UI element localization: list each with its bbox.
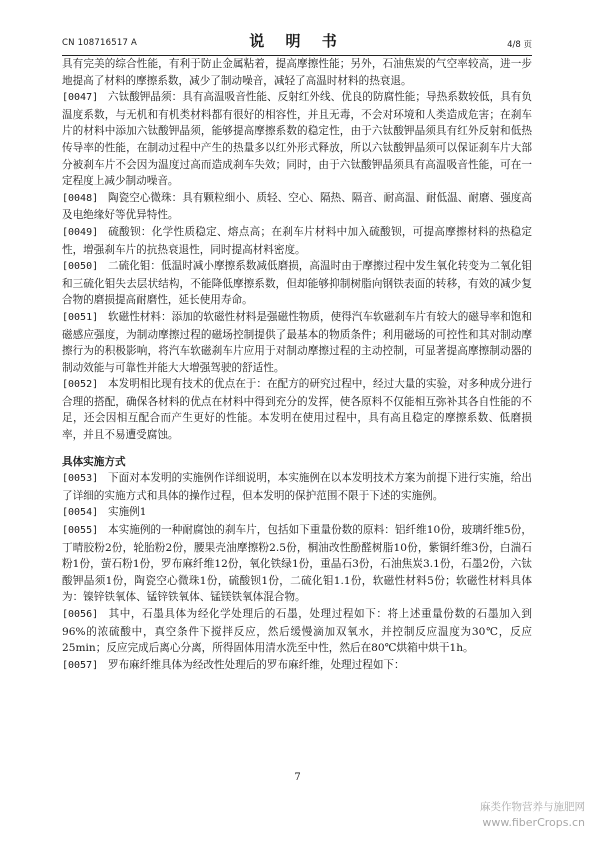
paragraph-text: 本实施例的一种耐腐蚀的刹车片，包括如下重量份数的原料：铝纤维10份，玻璃纤维5份，丁晴胶粉2份，轮胎粉2份，腰果壳油摩擦粉2.5份，桐油改性酚醛树脂10份，紫铜纤维3份，白湍石粉1份，萤石粉1份，罗布麻纤维12份，氧化铁绿1份，重晶石3份，石油焦炭3.1份，石墨2份，六钛酸钾晶须1份，陶瓷空心微珠1份，硫酸钡1份，二硫化钼1.1份，软磁性材料5份；软磁性材料具体为：镍锌铁氧体、锰锌铁氧体、锰镁铁氧体混合物。 bbox=[62, 524, 532, 604]
paragraph-text: 实施例1 bbox=[108, 506, 147, 519]
paragraph-text: 软磁性材料：添加的软磁性材料是强磁性物质，使得汽车软磁刹车片有较大的磁导率和饱和磁感应强度，为制动摩擦过程的磁场控制提供了最基本的物质条件；利用磁场的可控性和其对制动摩擦行为的积极影响，将汽车软磁刹车片应用于对制动摩擦过程的主动控制，可显著提高摩擦制动器的制动效能与可靠性并能大大增强驾驶的舒适性。 bbox=[62, 310, 532, 374]
page-header bbox=[62, 30, 532, 56]
page-number: 7 bbox=[294, 772, 301, 783]
paragraph-0047 bbox=[62, 89, 532, 190]
paragraph-0053 bbox=[62, 470, 532, 504]
paragraph-number: [0051] bbox=[62, 311, 99, 323]
paragraph-0055 bbox=[62, 522, 532, 606]
paragraph-0052 bbox=[62, 376, 532, 443]
paragraph-text: 下面对本发明的实施例作详细说明，本实施例在以本发明技术方案为前提下进行实施，给出了详细的实施方式和具体的操作过程，但本发明的保护范围不限于下述的实施例。 bbox=[62, 472, 532, 502]
document-body bbox=[62, 56, 532, 674]
paragraph-number: [0052] bbox=[62, 379, 99, 391]
document-number: CN 108716517 A bbox=[62, 38, 137, 48]
paragraph-number: [0057] bbox=[62, 659, 99, 671]
paragraph-text: 二硫化钼：低温时减小摩擦系数减低磨损，高温时由于摩擦过程中发生氧化转变为二氧化钼和三硫化钼失去层状结构，不能降低摩擦系数，但却能够抑制树脂向钢铁表面的转移，有效的减少复合物的磨损提高耐磨性，延长使用寿命。 bbox=[62, 260, 532, 307]
paragraph-0056 bbox=[62, 606, 532, 657]
paragraph-number: [0047] bbox=[62, 92, 99, 104]
paragraph-number: [0056] bbox=[62, 609, 99, 620]
paragraph-number: [0055] bbox=[62, 525, 99, 537]
paragraph-text: 其中，石墨具体为经化学处理后的石墨，处理过程如下：将上述重量份数的石墨加入到96%的浓硫酸中，真空条件下搅拌反应，然后缓慢滴加双氧水，并控制反应温度为30℃，反应25min；反应完成后离心分离，所得固体用清水洗至中性，然后在80℃烘箱中烘干1h。 bbox=[62, 608, 532, 655]
paragraph-text: 硫酸钡：化学性质稳定、熔点高；在刹车片材料中加入硫酸钡，可提高摩擦材料的热稳定性，增强刹车片的抗热衰退性，同时提高材料密度。 bbox=[62, 225, 532, 256]
paragraph-number: [0048] bbox=[62, 192, 99, 204]
watermark-line-2: www.fiberCrops.cn bbox=[482, 816, 585, 829]
paragraph-0050 bbox=[62, 258, 532, 309]
paragraph-0051 bbox=[62, 309, 532, 376]
paragraph-number: [0050] bbox=[62, 261, 99, 273]
paragraph-text: 六钛酸钾晶须：具有高温吸音性能、反射红外线、优良的防腐性能；导热系数较低，具有负温度系数，与无机和有机类材料都有很好的相容性，并且无毒，不会对环境和人类造成危害；在刹车片的材料中添加六钛酸钾晶须，能够提高摩擦系数的稳定性，由于六钛酸钾晶须具有红外反射和低热传导率的性能，在制动过程中产生的热量多以红外形式释放，所以六钛酸钾晶须可以保证刹车片大部分被刹车片不会因为温度过高而造成刹车失效；同时，由于六钛酸钾晶须具有高温吸音性能，可在一定程度上减少制动噪音。 bbox=[62, 91, 532, 188]
paragraph-number: [0053] bbox=[62, 473, 99, 485]
section-heading: 具体实施方式 bbox=[62, 455, 126, 468]
paragraph-0048 bbox=[62, 190, 532, 224]
paragraph-text: 具有完美的综合性能，有利于防止金属粘着，提高摩擦性能；另外，石油焦炭的气空率较高，进一步地提高了材料的摩擦系数，减少了制动噪音，减轻了高温时材料的热衰退。 bbox=[62, 58, 532, 87]
paragraph-0057 bbox=[62, 657, 532, 675]
paragraph-text: 陶瓷空心微珠：具有颗粒细小、质轻、空心、隔热、隔音、耐高温、耐低温、耐磨、强度高及电绝缘好等优异特性。 bbox=[62, 191, 532, 222]
site-watermark bbox=[480, 800, 585, 830]
document-title: 说 明 书 bbox=[249, 32, 345, 50]
paragraph-continuation bbox=[62, 56, 532, 89]
page-indicator: 4/8 页 bbox=[507, 40, 532, 50]
paragraph-text: 罗布麻纤维具体为经改性处理后的罗布麻纤维，处理过程如下： bbox=[108, 658, 405, 671]
paragraph-text: 本发明相比现有技术的优点在于：在配方的研究过程中，经过大量的实验，对多种成分进行合理的搭配，确保各材料的优点在材料中得到充分的发挥，使各原料不仅能相互弥补其各自性能的不足，还会因相互配合而产生更好的性能。本发明在使用过程中，具有高且稳定的摩擦系数、低磨损率，并且不易遭受腐蚀。 bbox=[62, 378, 532, 442]
paragraph-number: [0054] bbox=[62, 507, 99, 519]
paragraph-number: [0049] bbox=[62, 226, 99, 238]
watermark-line-1: 麻类作物营养与施肥网 bbox=[480, 801, 585, 813]
paragraph-0054 bbox=[62, 504, 532, 522]
paragraph-0049 bbox=[62, 224, 532, 258]
